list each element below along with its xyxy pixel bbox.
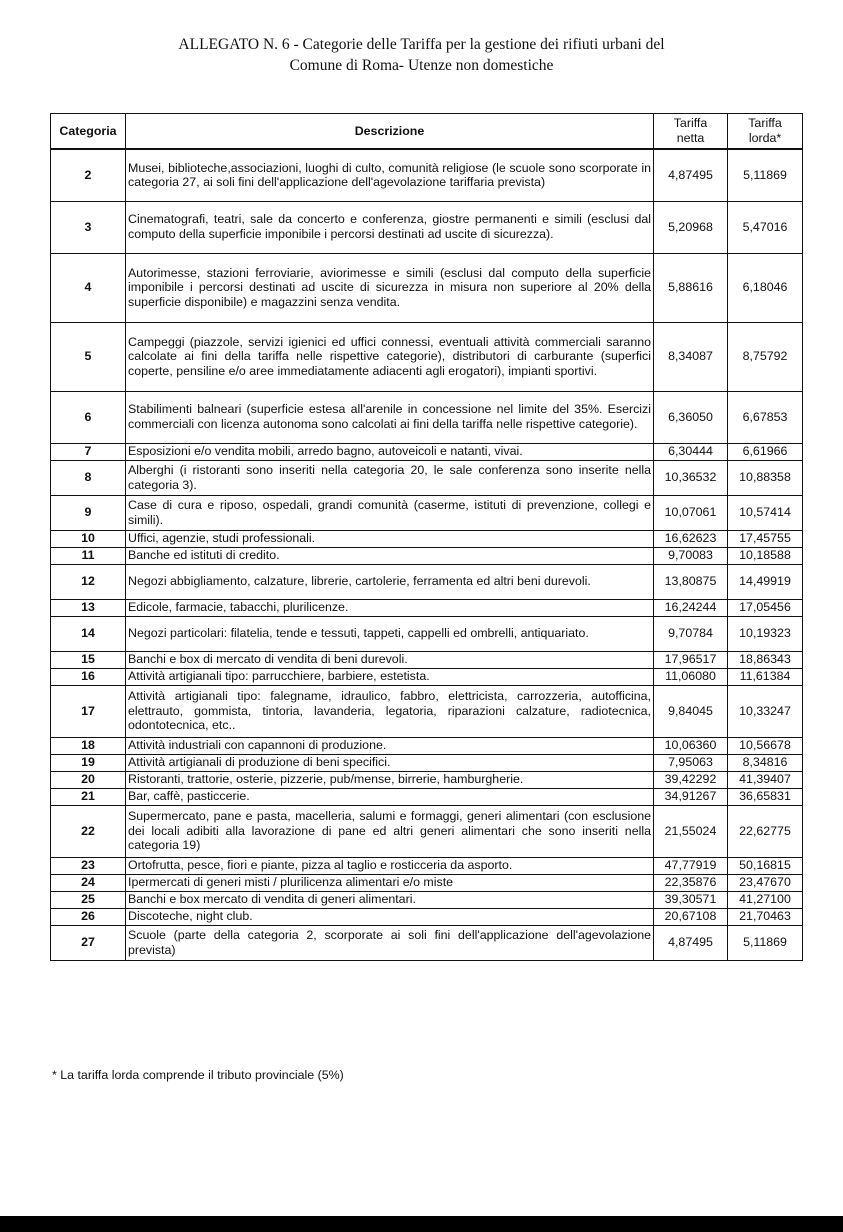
tariffa-netta-cell: 47,77919 — [654, 857, 728, 874]
category-cell: 11 — [51, 547, 126, 564]
tariffa-netta-cell: 13,80875 — [654, 564, 728, 599]
tariffa-netta-cell: 16,24244 — [654, 599, 728, 616]
description-cell: Attività artigianali tipo: falegname, idraulico, fabbro, elettricista, carrozzeria, autofficina, elettrauto, gommista, tintoria, lavanderia, legatoria, riparazioni calzature, radiotecnica, odontotecnica, etc.. — [126, 685, 654, 737]
tariffa-lorda-cell: 11,61384 — [728, 668, 803, 685]
tariffa-lorda-cell: 23,47670 — [728, 874, 803, 891]
table-row — [51, 651, 803, 668]
tariffa-lorda-cell: 6,18046 — [728, 253, 803, 322]
category-cell: 12 — [51, 564, 126, 599]
tariffa-lorda-cell: 10,33247 — [728, 685, 803, 737]
category-cell: 16 — [51, 668, 126, 685]
header-tariffa-lorda — [728, 114, 803, 150]
table-row — [51, 788, 803, 805]
description-cell: Attività industriali con capannoni di produzione. — [126, 737, 654, 754]
category-cell: 6 — [51, 391, 126, 443]
table-row — [51, 391, 803, 443]
tariffa-netta-cell: 20,67108 — [654, 908, 728, 925]
table-row — [51, 616, 803, 651]
tariffa-netta-cell: 10,36532 — [654, 460, 728, 495]
tariffa-lorda-cell: 6,61966 — [728, 443, 803, 460]
tariffa-lorda-cell: 14,49919 — [728, 564, 803, 599]
tariffa-lorda-cell: 22,62775 — [728, 805, 803, 857]
description-cell: Scuole (parte della categoria 2, scorporate ai soli fini dell'applicazione dell'agevolazione prevista) — [126, 925, 654, 960]
table-row — [51, 891, 803, 908]
category-cell: 23 — [51, 857, 126, 874]
tariffa-lorda-cell: 8,75792 — [728, 322, 803, 391]
category-cell: 8 — [51, 460, 126, 495]
description-cell: Ipermercati di generi misti / plurilicenza alimentari e/o miste — [126, 874, 654, 891]
table-row — [51, 530, 803, 547]
header-categoria: Categoria — [51, 114, 126, 150]
table-header — [51, 114, 803, 150]
tariffa-netta-cell: 8,34087 — [654, 322, 728, 391]
category-cell: 18 — [51, 737, 126, 754]
table-row — [51, 908, 803, 925]
document-title — [0, 34, 843, 76]
description-cell: Ortofrutta, pesce, fiori e piante, pizza al taglio e rosticceria da asporto. — [126, 857, 654, 874]
table-row — [51, 874, 803, 891]
tariffa-lorda-cell: 10,19323 — [728, 616, 803, 651]
tariffa-netta-cell: 39,30571 — [654, 891, 728, 908]
description-cell: Supermercato, pane e pasta, macelleria, salumi e formaggi, generi alimentari (con esclusione dei locali adibiti alla lavorazione di pane ed altri generi alimentari che sono inseriti nella categoria 19) — [126, 805, 654, 857]
description-cell: Case di cura e riposo, ospedali, grandi comunità (caserme, istituti di prevenzione, collegi e simili). — [126, 495, 654, 530]
table-row — [51, 754, 803, 771]
category-cell: 22 — [51, 805, 126, 857]
tariffa-netta-cell: 7,95063 — [654, 754, 728, 771]
description-cell: Ristoranti, trattorie, osterie, pizzerie, pub/mense, birrerie, hamburgherie. — [126, 771, 654, 788]
tariffa-netta-cell: 6,30444 — [654, 443, 728, 460]
description-cell: Cinematografi, teatri, sale da concerto e conferenza, giostre permanenti e simili (esclusi dal computo della superficie imponibile i percorsi destinati ad uscite di sicurezza). — [126, 201, 654, 253]
tariffa-lorda-cell: 17,05456 — [728, 599, 803, 616]
table-body — [51, 149, 803, 960]
table-row — [51, 685, 803, 737]
tariffa-netta-cell: 5,20968 — [654, 201, 728, 253]
tariffa-netta-cell: 9,70083 — [654, 547, 728, 564]
title-line-1: ALLEGATO N. 6 - Categorie delle Tariffa per la gestione dei rifiuti urbani del — [178, 36, 665, 53]
tariffa-lorda-cell: 41,27100 — [728, 891, 803, 908]
description-cell: Attività artigianali tipo: parrucchiere, barbiere, estetista. — [126, 668, 654, 685]
tariffa-netta-cell: 4,87495 — [654, 925, 728, 960]
description-cell: Stabilimenti balneari (superficie estesa all'arenile in concessione nel limite del 35%. Esercizi commerciali con licenza autonoma sono calcolati ai fini della tariffa nelle rispettive categorie). — [126, 391, 654, 443]
header-lorda-line1: Tariffa — [748, 116, 782, 130]
tariffa-netta-cell: 22,35876 — [654, 874, 728, 891]
description-cell: Bar, caffè, pasticcerie. — [126, 788, 654, 805]
description-cell: Discoteche, night club. — [126, 908, 654, 925]
category-cell: 15 — [51, 651, 126, 668]
table-row — [51, 460, 803, 495]
title-line-2: Comune di Roma- Utenze non domestiche — [289, 57, 554, 74]
tariffa-lorda-cell: 50,16815 — [728, 857, 803, 874]
table-row — [51, 737, 803, 754]
tariffa-netta-cell: 11,06080 — [654, 668, 728, 685]
table-row — [51, 201, 803, 253]
tariffa-netta-cell: 9,70784 — [654, 616, 728, 651]
tariffa-netta-cell: 4,87495 — [654, 149, 728, 201]
category-cell: 17 — [51, 685, 126, 737]
table-row — [51, 149, 803, 201]
category-cell: 27 — [51, 925, 126, 960]
category-cell: 20 — [51, 771, 126, 788]
category-cell: 10 — [51, 530, 126, 547]
tariffa-lorda-cell: 8,34816 — [728, 754, 803, 771]
description-cell: Autorimesse, stazioni ferroviarie, aviorimesse e simili (esclusi dal computo della superficie imponibile i percorsi destinati ad uscite di sicurezza in misura non superiore al 20% della superficie disponibile) e magazzini senza vendita. — [126, 253, 654, 322]
description-cell: Musei, biblioteche,associazioni, luoghi di culto, comunità religiose (le scuole sono scorporate in categoria 27, ai soli fini dell'applicazione dell'agevolazione tariffaria prevista) — [126, 149, 654, 201]
description-cell: Banche ed istituti di credito. — [126, 547, 654, 564]
tariffa-lorda-cell: 10,57414 — [728, 495, 803, 530]
tariffa-netta-cell: 16,62623 — [654, 530, 728, 547]
tariffa-netta-cell: 6,36050 — [654, 391, 728, 443]
table-row — [51, 668, 803, 685]
category-cell: 19 — [51, 754, 126, 771]
table-row — [51, 253, 803, 322]
category-cell: 3 — [51, 201, 126, 253]
tariffa-lorda-cell: 10,18588 — [728, 547, 803, 564]
header-tariffa-netta — [654, 114, 728, 150]
tariffa-lorda-cell: 10,88358 — [728, 460, 803, 495]
tariffa-netta-cell: 10,06360 — [654, 737, 728, 754]
category-cell: 7 — [51, 443, 126, 460]
table-row — [51, 857, 803, 874]
tariffa-lorda-cell: 36,65831 — [728, 788, 803, 805]
tariffa-lorda-cell: 5,47016 — [728, 201, 803, 253]
header-lorda-line2: lorda* — [748, 131, 782, 145]
tariffa-lorda-cell: 21,70463 — [728, 908, 803, 925]
tariffa-lorda-cell: 5,11869 — [728, 149, 803, 201]
table-row — [51, 599, 803, 616]
tariff-table — [50, 113, 803, 961]
table-row — [51, 495, 803, 530]
header-netta-line2: netta — [676, 131, 705, 145]
tariffa-netta-cell: 10,07061 — [654, 495, 728, 530]
description-cell: Banchi e box mercato di vendita di generi alimentari. — [126, 891, 654, 908]
table-row — [51, 547, 803, 564]
tariffa-netta-cell: 21,55024 — [654, 805, 728, 857]
description-cell: Attività artigianali di produzione di beni specifici. — [126, 754, 654, 771]
category-cell: 5 — [51, 322, 126, 391]
tariffa-netta-cell: 34,91267 — [654, 788, 728, 805]
tariffa-netta-cell: 9,84045 — [654, 685, 728, 737]
description-cell: Campeggi (piazzole, servizi igienici ed uffici connessi, eventuali attività commerciali saranno calcolate ai fini della tariffa nelle rispettive categorie), distributori di carburante (superfici coperte, pensiline e/o aree immediatamente adiacenti agli erogatori), impianti sportivi. — [126, 322, 654, 391]
description-cell: Esposizioni e/o vendita mobili, arredo bagno, autoveicoli e natanti, vivai. — [126, 443, 654, 460]
category-cell: 21 — [51, 788, 126, 805]
category-cell: 26 — [51, 908, 126, 925]
tariffa-lorda-cell: 41,39407 — [728, 771, 803, 788]
description-cell: Negozi particolari: filatelia, tende e tessuti, tappeti, cappelli ed ombrelli, antiquariato. — [126, 616, 654, 651]
table-row — [51, 925, 803, 960]
table-row — [51, 805, 803, 857]
description-cell: Uffici, agenzie, studi professionali. — [126, 530, 654, 547]
bottom-edge-bar — [0, 1216, 843, 1232]
tariffa-lorda-cell: 18,86343 — [728, 651, 803, 668]
category-cell: 2 — [51, 149, 126, 201]
tariffa-lorda-cell: 5,11869 — [728, 925, 803, 960]
tariffa-lorda-cell: 10,56678 — [728, 737, 803, 754]
tariffa-netta-cell: 5,88616 — [654, 253, 728, 322]
tariffa-lorda-cell: 6,67853 — [728, 391, 803, 443]
category-cell: 9 — [51, 495, 126, 530]
tariffa-netta-cell: 39,42292 — [654, 771, 728, 788]
description-cell: Edicole, farmacie, tabacchi, plurilicenze. — [126, 599, 654, 616]
tariffa-netta-cell: 17,96517 — [654, 651, 728, 668]
category-cell: 4 — [51, 253, 126, 322]
tariffa-lorda-cell: 17,45755 — [728, 530, 803, 547]
category-cell: 13 — [51, 599, 126, 616]
category-cell: 25 — [51, 891, 126, 908]
header-netta-line1: Tariffa — [673, 116, 708, 130]
description-cell: Alberghi (i ristoranti sono inseriti nella categoria 20, le sale conferenza sono inserite nella categoria 3). — [126, 460, 654, 495]
description-cell: Banchi e box di mercato di vendita di beni durevoli. — [126, 651, 654, 668]
table-row — [51, 322, 803, 391]
description-cell: Negozi abbigliamento, calzature, librerie, cartolerie, ferramenta ed altri beni durevoli. — [126, 564, 654, 599]
table-row — [51, 564, 803, 599]
category-cell: 24 — [51, 874, 126, 891]
table-row — [51, 443, 803, 460]
table-row — [51, 771, 803, 788]
footnote: * La tariffa lorda comprende il tributo provinciale (5%) — [52, 1068, 344, 1082]
header-descrizione: Descrizione — [126, 114, 654, 150]
category-cell: 14 — [51, 616, 126, 651]
